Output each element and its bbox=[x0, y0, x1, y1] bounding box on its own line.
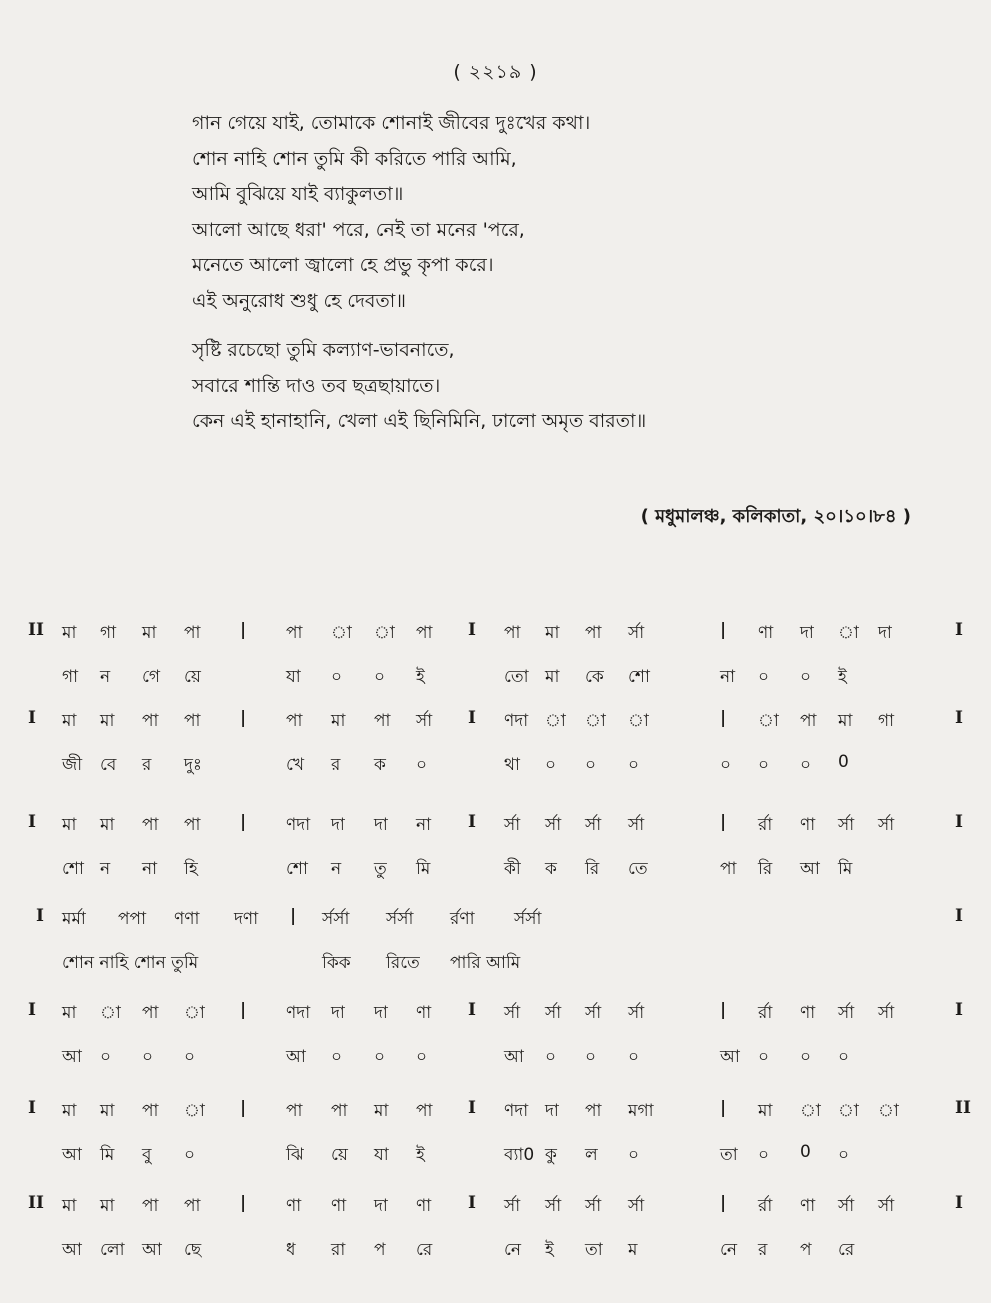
bar-line: | bbox=[720, 1098, 727, 1118]
lyric-syllable: তো bbox=[504, 667, 529, 687]
lyric-syllable: ০ bbox=[838, 1145, 850, 1165]
swara-note: া bbox=[878, 1101, 899, 1121]
lyric-syllable: যা bbox=[374, 1145, 389, 1165]
bar-line: I bbox=[28, 708, 36, 728]
swara-note: ণা bbox=[416, 1003, 432, 1023]
swara-note: ণা bbox=[331, 1196, 347, 1216]
swara-note: র্রা bbox=[758, 1196, 773, 1216]
lyric-syllable: তা bbox=[720, 1145, 738, 1165]
lyric-line: আলো আছে ধরা' পরে, নেই তা মনের 'পরে, bbox=[192, 218, 525, 241]
lyric-syllable: ০ bbox=[758, 755, 770, 775]
lyric-syllable: ০ bbox=[331, 1047, 343, 1067]
lyric-syllable: আ bbox=[62, 1240, 82, 1260]
lyric-syllable: র bbox=[331, 755, 341, 775]
swara-note: মা bbox=[758, 1101, 773, 1121]
swara-note: া bbox=[628, 711, 649, 731]
lyric-syllable: রা bbox=[331, 1240, 346, 1260]
bar-line: | bbox=[720, 708, 727, 728]
lyric-syllable: পা bbox=[720, 859, 737, 879]
lyric-syllable: আ bbox=[286, 1047, 306, 1067]
lyric-syllable: গা bbox=[62, 667, 79, 687]
swara-note: দা bbox=[331, 815, 345, 835]
swara-note: র্রা bbox=[758, 1003, 773, 1023]
lyric-syllable: ০ bbox=[628, 755, 640, 775]
bar-line: | bbox=[240, 620, 247, 640]
lyric-syllable: র bbox=[758, 1240, 768, 1260]
swara-note: পা bbox=[374, 711, 391, 731]
lyric-syllable: আ bbox=[504, 1047, 524, 1067]
swara-note: দা bbox=[331, 1003, 345, 1023]
bar-line: | bbox=[240, 1000, 247, 1020]
lyric-syllable: তে bbox=[628, 859, 648, 879]
swara-note: ণদা bbox=[286, 815, 311, 835]
lyrics-block bbox=[192, 106, 892, 440]
lyric-syllable: দুঃ bbox=[184, 755, 202, 775]
swara-note: ণা bbox=[800, 1003, 816, 1023]
notation-lyric-row bbox=[0, 1044, 991, 1078]
lyric-syllable: ব্যা0 bbox=[504, 1145, 535, 1165]
swara-note: া bbox=[800, 1101, 821, 1121]
lyric-syllable: গে bbox=[142, 667, 161, 687]
swara-note: র্সা bbox=[504, 1003, 521, 1023]
swara-note: পা bbox=[585, 1101, 602, 1121]
swara-note: দা bbox=[374, 1196, 388, 1216]
swara-note: র্সর্সা bbox=[322, 909, 350, 929]
lyric-syllable: ০ bbox=[585, 755, 597, 775]
swaralipi-row bbox=[0, 620, 991, 654]
swara-note: র্সা bbox=[504, 1196, 521, 1216]
lyric-syllable: রি bbox=[585, 859, 600, 879]
lyric-syllable: ম bbox=[628, 1240, 638, 1260]
lyric-syllable: ০ bbox=[758, 667, 770, 687]
swara-note: র্সর্সা bbox=[386, 909, 414, 929]
swara-note: ণদা bbox=[286, 1003, 311, 1023]
swara-note: র্সা bbox=[585, 1003, 602, 1023]
page-number: ( ২২১৯ ) bbox=[453, 61, 538, 83]
swara-note: পা bbox=[142, 711, 159, 731]
bar-line: I bbox=[468, 620, 476, 640]
lyric-syllable: ঝি bbox=[286, 1145, 304, 1165]
lyric-syllable: ০ bbox=[331, 667, 343, 687]
notation-lyric-row bbox=[0, 1142, 991, 1176]
lyric-syllable: কু bbox=[545, 1145, 557, 1165]
swara-note: মর্মা bbox=[62, 909, 86, 929]
swara-note: মা bbox=[62, 815, 77, 835]
lyric-line: সৃষ্টি রচেছো তুমি কল্যাণ-ভাবনাতে, bbox=[192, 339, 455, 361]
swara-note: ণদা bbox=[504, 1101, 529, 1121]
swara-note: পা bbox=[142, 1196, 159, 1216]
swara-note: ণা bbox=[758, 623, 774, 643]
swara-note: মা bbox=[100, 815, 115, 835]
swara-note: পা bbox=[184, 711, 201, 731]
lyric-syllable: তা bbox=[585, 1240, 603, 1260]
swara-note: র্সা bbox=[545, 1196, 562, 1216]
lyric-syllable: ০ bbox=[800, 755, 812, 775]
stanza-divider bbox=[192, 319, 892, 333]
lyric-syllable: ক bbox=[545, 859, 557, 879]
swara-note: পা bbox=[800, 711, 817, 731]
swara-note: দা bbox=[374, 1003, 388, 1023]
lyric-syllable: প bbox=[374, 1240, 386, 1260]
lyric-syllable: ০ bbox=[416, 755, 428, 775]
swara-note: মা bbox=[100, 1101, 115, 1121]
bar-line: I bbox=[468, 1098, 476, 1118]
swara-note: র্সা bbox=[585, 815, 602, 835]
lyric-syllable: মি bbox=[838, 859, 853, 879]
swara-note: পা bbox=[184, 623, 201, 643]
bar-line: | bbox=[240, 1193, 247, 1213]
lyric-syllable: ক bbox=[374, 755, 386, 775]
bar-line: I bbox=[955, 620, 963, 640]
swara-note: র্রণা bbox=[450, 909, 475, 929]
swaralipi-row bbox=[0, 906, 991, 940]
lyric-line: আমি বুঝিয়ে যাই ব্যাকুলতা॥ bbox=[192, 183, 404, 205]
swaralipi-row bbox=[0, 708, 991, 742]
swara-note: র্সা bbox=[838, 815, 855, 835]
lyric-syllable: পারি আমি bbox=[450, 953, 521, 973]
bar-line: I bbox=[468, 812, 476, 832]
bar-line: I bbox=[28, 1098, 36, 1118]
lyric-syllable: ন bbox=[100, 667, 111, 687]
lyric-syllable: ০ bbox=[838, 1047, 850, 1067]
lyric-syllable: 0 bbox=[800, 1142, 811, 1162]
lyric-syllable: থা bbox=[504, 755, 520, 775]
swara-note: মা bbox=[374, 1101, 389, 1121]
swara-note: া bbox=[331, 623, 352, 643]
stanza bbox=[192, 106, 892, 319]
bar-line: I bbox=[468, 1000, 476, 1020]
lyric-syllable: আ bbox=[62, 1047, 82, 1067]
bar-line: I bbox=[468, 708, 476, 728]
swara-note: মা bbox=[62, 1003, 77, 1023]
bar-line: | bbox=[720, 620, 727, 640]
swara-note: ণদা bbox=[504, 711, 529, 731]
lyric-syllable: জী bbox=[62, 755, 83, 775]
lyric-syllable: হি bbox=[184, 859, 198, 879]
lyric-syllable: ই bbox=[416, 667, 425, 687]
lyric-syllable: ০ bbox=[100, 1047, 112, 1067]
swara-note: মগা bbox=[628, 1101, 654, 1121]
lyric-syllable: ০ bbox=[758, 1047, 770, 1067]
lyric-syllable: ০ bbox=[374, 1047, 386, 1067]
lyric-syllable: ০ bbox=[416, 1047, 428, 1067]
swara-note: পা bbox=[416, 1101, 433, 1121]
swara-note: পা bbox=[286, 1101, 303, 1121]
lyric-syllable: ০ bbox=[545, 1047, 557, 1067]
lyric-line: কেন এই হানাহানি, খেলা এই ছিনিমিনি, ঢালো অমৃত বারতা॥ bbox=[192, 410, 647, 432]
swara-note: র্সা bbox=[628, 1003, 645, 1023]
swara-note: পা bbox=[286, 711, 303, 731]
bar-line: I bbox=[28, 1000, 36, 1020]
swara-note: না bbox=[416, 815, 432, 835]
stanza bbox=[192, 333, 892, 440]
lyric-syllable: র bbox=[142, 755, 152, 775]
lyric-syllable: রিতে bbox=[386, 953, 420, 973]
lyric-syllable: ন bbox=[100, 859, 111, 879]
lyric-syllable: নে bbox=[720, 1240, 738, 1260]
lyric-syllable: ই bbox=[838, 667, 847, 687]
lyric-syllable: য়ে bbox=[184, 667, 201, 687]
swara-note: া bbox=[838, 623, 859, 643]
swara-note: ণা bbox=[416, 1196, 432, 1216]
swara-note: ণণা bbox=[174, 909, 200, 929]
swara-note: মা bbox=[62, 711, 77, 731]
swara-note: পা bbox=[585, 623, 602, 643]
bar-line: | bbox=[290, 906, 297, 926]
lyric-line: মনেতে আলো জ্বালো হে প্রভু কৃপা করে। bbox=[192, 254, 494, 276]
lyric-syllable: নে bbox=[504, 1240, 522, 1260]
swara-note: র্সা bbox=[878, 1196, 895, 1216]
swara-note: দা bbox=[800, 623, 814, 643]
swara-note: ণা bbox=[800, 815, 816, 835]
swara-note: পা bbox=[331, 1101, 348, 1121]
swara-note: পা bbox=[184, 1196, 201, 1216]
notation-lyric-row bbox=[0, 664, 991, 698]
swara-note: মা bbox=[331, 711, 346, 731]
swara-note: পা bbox=[142, 1003, 159, 1023]
lyric-syllable: ০ bbox=[628, 1145, 640, 1165]
swara-note: া bbox=[374, 623, 395, 643]
bar-line: I bbox=[468, 1193, 476, 1213]
lyric-syllable: শো bbox=[62, 859, 84, 879]
swara-note: ণা bbox=[800, 1196, 816, 1216]
lyric-line: এই অনুরোধ শুধু হে দেবতা॥ bbox=[192, 289, 407, 312]
swara-note: মা bbox=[100, 1196, 115, 1216]
lyric-syllable: ০ bbox=[184, 1047, 196, 1067]
swara-note: মা bbox=[838, 711, 853, 731]
swara-note: র্সা bbox=[545, 1003, 562, 1023]
lyric-syllable: ০ bbox=[142, 1047, 154, 1067]
swaralipi-row bbox=[0, 1098, 991, 1132]
bar-line: I bbox=[955, 812, 963, 832]
lyric-syllable: ন bbox=[331, 859, 342, 879]
swara-note: া bbox=[838, 1101, 859, 1121]
lyric-line: সবারে শান্তি দাও তব ছত্রছায়াতে। bbox=[192, 374, 441, 397]
lyric-syllable: য়ে bbox=[331, 1145, 348, 1165]
lyric-syllable: না bbox=[142, 859, 158, 879]
lyric-syllable: ০ bbox=[545, 755, 557, 775]
bar-line: | bbox=[720, 1000, 727, 1020]
lyric-syllable: শো bbox=[286, 859, 308, 879]
swara-note: র্সা bbox=[545, 815, 562, 835]
lyric-syllable: ধ bbox=[286, 1240, 296, 1260]
swaralipi-row bbox=[0, 812, 991, 846]
lyric-syllable: ০ bbox=[184, 1145, 196, 1165]
lyric-line: শোন নাহি শোন তুমি কী করিতে পারি আমি, bbox=[192, 147, 517, 170]
swara-note: পা bbox=[184, 815, 201, 835]
lyric-syllable: রি bbox=[758, 859, 773, 879]
lyric-syllable: আ bbox=[142, 1240, 162, 1260]
bar-line: I bbox=[955, 1193, 963, 1213]
swara-note: দা bbox=[878, 623, 892, 643]
lyric-syllable: তু bbox=[374, 859, 387, 879]
bar-line: I bbox=[955, 708, 963, 728]
lyric-syllable: খে bbox=[286, 755, 305, 775]
swara-note: মা bbox=[100, 711, 115, 731]
lyric-syllable: বু bbox=[142, 1145, 152, 1165]
swara-note: া bbox=[184, 1003, 205, 1023]
lyric-syllable: কে bbox=[585, 667, 604, 687]
swara-note: া bbox=[100, 1003, 121, 1023]
lyric-syllable: ছে bbox=[184, 1240, 202, 1260]
swara-note: গা bbox=[100, 623, 117, 643]
swaralipi-row bbox=[0, 1193, 991, 1227]
lyric-syllable: রে bbox=[416, 1240, 433, 1260]
lyric-syllable: আ bbox=[62, 1145, 82, 1165]
lyric-syllable: শো bbox=[628, 667, 650, 687]
swara-note: মা bbox=[62, 623, 77, 643]
notation-lyric-row bbox=[0, 950, 991, 984]
lyric-syllable: মা bbox=[545, 667, 560, 687]
swara-note: র্সা bbox=[628, 815, 645, 835]
lyric-syllable: ই bbox=[416, 1145, 425, 1165]
lyric-syllable: ল bbox=[585, 1145, 598, 1165]
bar-line: II bbox=[28, 620, 44, 640]
bar-line: I bbox=[36, 906, 44, 926]
lyric-syllable: লো bbox=[100, 1240, 125, 1260]
lyric-syllable: ০ bbox=[374, 667, 386, 687]
lyric-syllable: ০ bbox=[758, 1145, 770, 1165]
lyric-syllable: কিক bbox=[322, 953, 351, 973]
swara-note: পা bbox=[142, 815, 159, 835]
bar-line: | bbox=[240, 812, 247, 832]
swara-note: া bbox=[545, 711, 566, 731]
swara-note: পা bbox=[286, 623, 303, 643]
lyric-syllable: কী bbox=[504, 859, 521, 879]
lyric-syllable: 0 bbox=[838, 752, 849, 772]
bar-line: I bbox=[28, 812, 36, 832]
lyric-syllable: ই bbox=[545, 1240, 554, 1260]
lyric-syllable: ০ bbox=[628, 1047, 640, 1067]
bar-line: I bbox=[955, 906, 963, 926]
lyric-line: গান গেয়ে যাই, তোমাকে শোনাই জীবের দুঃখের কথা। bbox=[192, 112, 591, 134]
source-citation: ( মধুমালঞ্চ, কলিকাতা, ২০।১০।৮৪ ) bbox=[640, 506, 911, 527]
swara-note: র্সা bbox=[878, 815, 895, 835]
swara-note: র্সা bbox=[838, 1196, 855, 1216]
swara-note: দণা bbox=[234, 909, 259, 929]
swara-note: র্সর্সা bbox=[514, 909, 542, 929]
lyric-syllable: প bbox=[800, 1240, 812, 1260]
swara-note: র্সা bbox=[628, 623, 645, 643]
bar-line: | bbox=[720, 1193, 727, 1213]
swara-note: দা bbox=[545, 1101, 559, 1121]
lyric-syllable: শোন নাহি শোন তুমি bbox=[62, 953, 199, 973]
swara-note: পপা bbox=[118, 909, 147, 929]
lyric-syllable: বে bbox=[100, 755, 117, 775]
swara-note: মা bbox=[62, 1196, 77, 1216]
swara-note: া bbox=[585, 711, 606, 731]
swara-note: পা bbox=[416, 623, 433, 643]
lyric-syllable: ০ bbox=[720, 755, 732, 775]
bar-line: | bbox=[720, 812, 727, 832]
swara-note: র্সা bbox=[838, 1003, 855, 1023]
lyric-syllable: যা bbox=[286, 667, 301, 687]
swara-note: পা bbox=[142, 1101, 159, 1121]
bar-line: | bbox=[240, 708, 247, 728]
bar-line: | bbox=[240, 1098, 247, 1118]
swara-note: র্সা bbox=[504, 815, 521, 835]
bar-line: II bbox=[28, 1193, 44, 1213]
swara-note: মা bbox=[545, 623, 560, 643]
lyric-syllable: আ bbox=[800, 859, 820, 879]
notation-lyric-row bbox=[0, 752, 991, 786]
swara-note: পা bbox=[504, 623, 521, 643]
swara-note: র্সা bbox=[416, 711, 433, 731]
swara-note: গা bbox=[878, 711, 895, 731]
swaralipi-row bbox=[0, 1000, 991, 1034]
swara-note: র্সা bbox=[585, 1196, 602, 1216]
notation-lyric-row bbox=[0, 1237, 991, 1271]
swara-note: া bbox=[758, 711, 779, 731]
swara-note: মা bbox=[62, 1101, 77, 1121]
swara-note: র্রা bbox=[758, 815, 773, 835]
lyric-syllable: রে bbox=[838, 1240, 855, 1260]
swara-note: র্সা bbox=[878, 1003, 895, 1023]
swara-note: মা bbox=[142, 623, 157, 643]
bar-line: I bbox=[955, 1000, 963, 1020]
swara-note: া bbox=[184, 1101, 205, 1121]
lyric-syllable: ০ bbox=[800, 667, 812, 687]
swara-note: র্সা bbox=[628, 1196, 645, 1216]
lyric-syllable: না bbox=[720, 667, 736, 687]
lyric-syllable: ০ bbox=[800, 1047, 812, 1067]
lyric-syllable: মি bbox=[416, 859, 431, 879]
lyric-syllable: মি bbox=[100, 1145, 115, 1165]
swara-note: দা bbox=[374, 815, 388, 835]
swara-note: ণা bbox=[286, 1196, 302, 1216]
bar-line: II bbox=[955, 1098, 971, 1118]
notation-lyric-row bbox=[0, 856, 991, 890]
lyric-syllable: আ bbox=[720, 1047, 740, 1067]
lyric-syllable: ০ bbox=[585, 1047, 597, 1067]
